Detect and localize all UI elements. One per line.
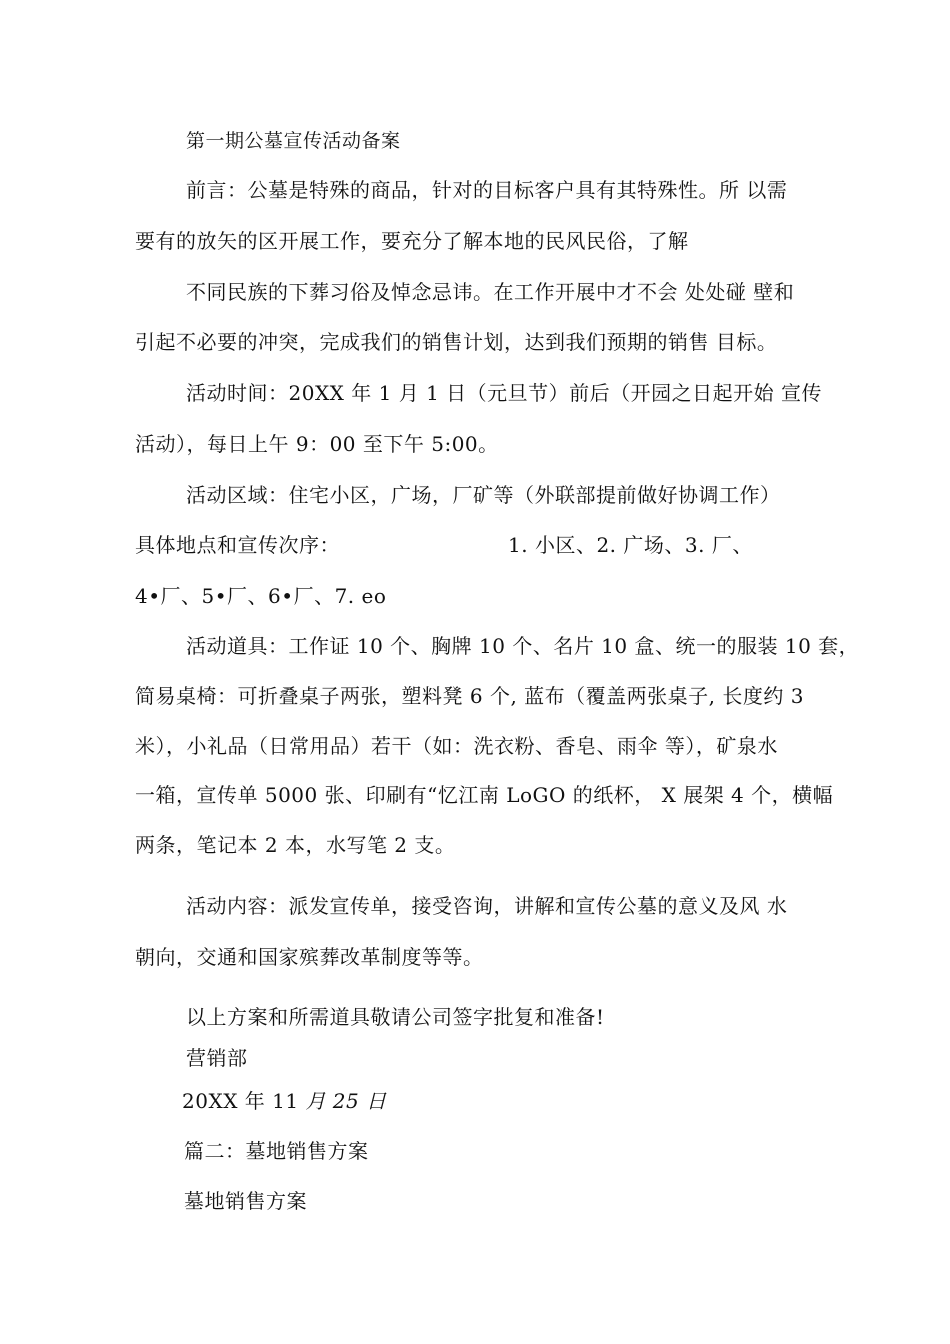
props-line-2: 简易桌椅：可折叠桌子两张，塑料凳 6 个, 蓝布（覆盖两张桌子, 长度约 3 (135, 684, 804, 708)
date-month-day: 月 25 日 (305, 1089, 387, 1113)
document-title: 第一期公墓宣传活动备案 (186, 130, 401, 152)
date-prefix: 20XX 年 11 (182, 1089, 306, 1113)
props-line-4: 一箱，宣传单 5000 张、印刷有“忆江南 LoGO 的纸杯， X 展架 4 个，横幅 (135, 783, 834, 807)
preface-line-1: 前言：公墓是特殊的商品，针对的目标客户具有其特殊性。所 以需 (186, 178, 788, 202)
closing-line: 以上方案和所需道具敬请公司签字批复和准备! (186, 1005, 605, 1029)
preface-line-3: 不同民族的下葬习俗及悼念忌讳。在工作开展中才不会 处处碰 壁和 (186, 280, 795, 304)
time-line-1: 活动时间：20XX 年 1 月 1 日（元旦节）前后（开园之日起开始 宣传 (186, 381, 823, 405)
preface-line-2: 要有的放矢的区开展工作，要充分了解本地的民风民俗，了解 (135, 229, 689, 253)
props-line-3: 米），小礼品（日常用品）若干（如：洗衣粉、香皂、雨伞 等），矿泉水 (135, 734, 778, 758)
area-line-3: 4•厂、5•厂、6•厂、7. eo (135, 584, 387, 608)
date-line (182, 1087, 387, 1115)
preface-line-4: 引起不必要的冲突，完成我们的销售计划，达到我们预期的销售 目标。 (135, 330, 778, 354)
section2-heading: 篇二：墓地销售方案 (184, 1139, 369, 1163)
area-line-2-label: 具体地点和宣传次序： (135, 533, 340, 557)
area-line-2-list: 1. 小区、2. 广场、3. 厂、 (508, 533, 753, 557)
section2-title: 墓地销售方案 (184, 1189, 307, 1213)
content-line-2: 朝向，交通和国家殡葬改革制度等等。 (135, 945, 484, 969)
props-line-5: 两条，笔记本 2 本，水写笔 2 支。 (135, 833, 456, 857)
time-line-2: 活动），每日上午 9：00 至下午 5:00。 (135, 432, 499, 456)
department-line: 营销部 (186, 1046, 248, 1070)
props-line-1: 活动道具：工作证 10 个、胸牌 10 个、名片 10 盒、统一的服装 10 套， (186, 634, 860, 658)
content-line-1: 活动内容：派发宣传单，接受咨询，讲解和宣传公墓的意义及风 水 (186, 894, 788, 918)
area-line-1: 活动区域：住宅小区，广场，厂矿等（外联部提前做好协调工作） (186, 483, 781, 507)
